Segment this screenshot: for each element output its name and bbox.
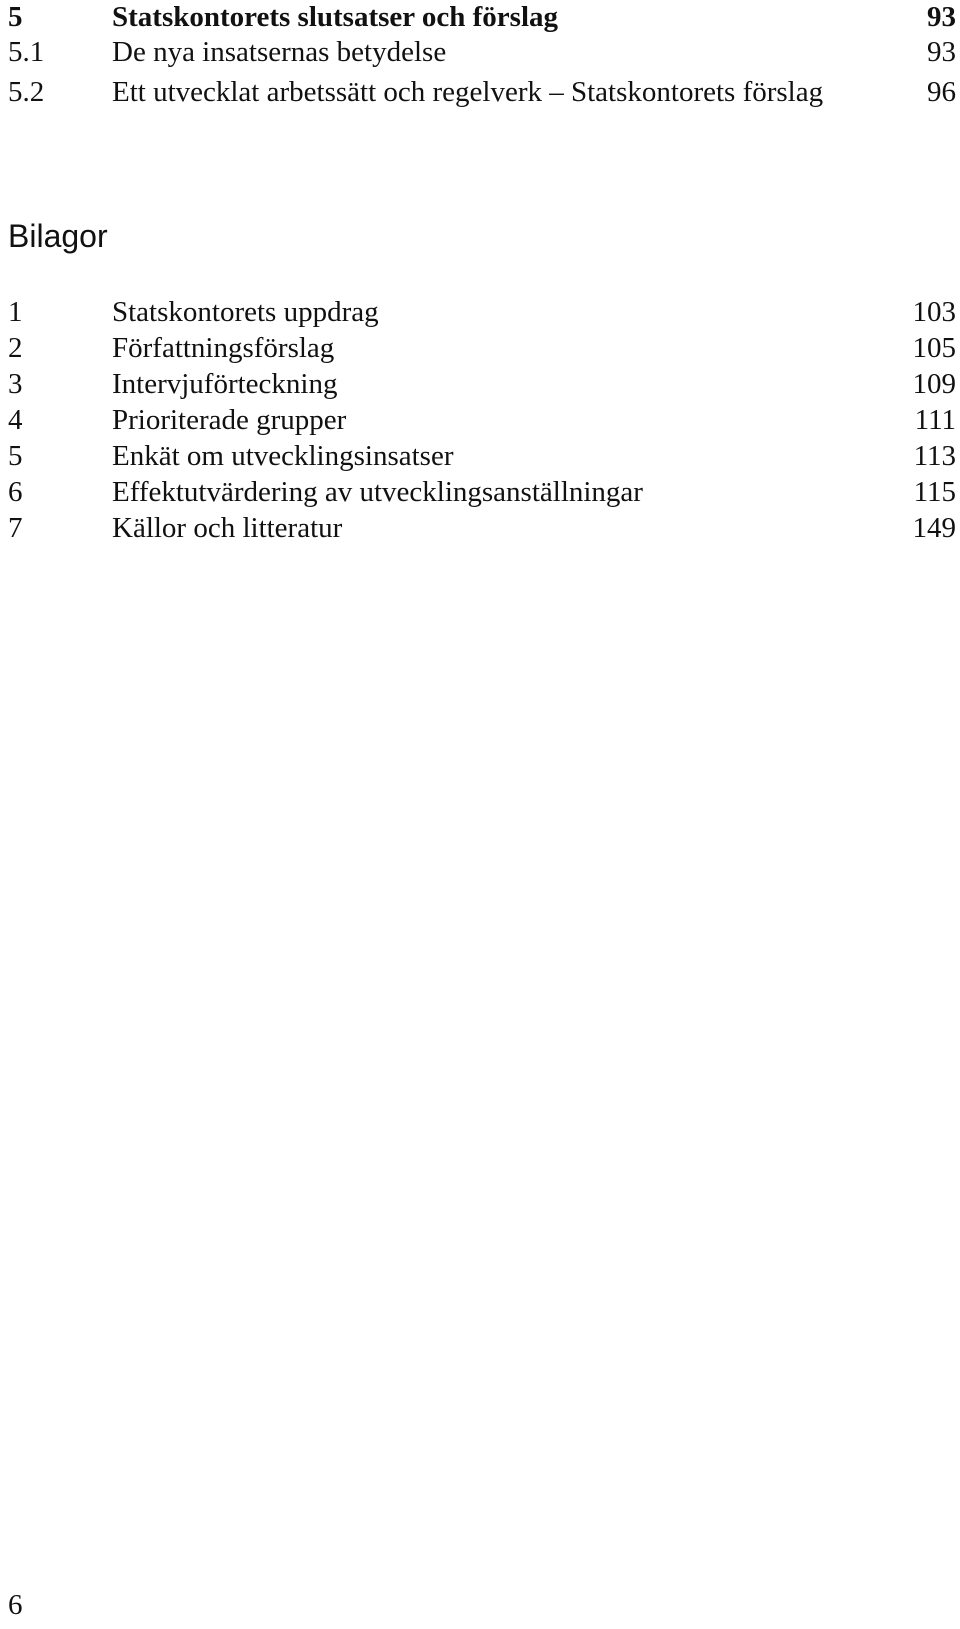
- bilaga-page: 113: [913, 440, 956, 472]
- bilagor-heading: Bilagor: [8, 218, 108, 254]
- bilaga-number: 6: [8, 476, 23, 508]
- toc-entry-number: 5.1: [8, 36, 45, 68]
- toc-entry-number: 5: [8, 1, 23, 33]
- bilaga-entry[interactable]: [8, 330, 958, 366]
- toc-entry-number: 5.2: [8, 76, 45, 108]
- bilaga-entry[interactable]: [8, 294, 958, 330]
- bilaga-title: Prioriterade grupper: [112, 404, 347, 436]
- bilagor-list: [8, 294, 958, 546]
- bilaga-entry[interactable]: [8, 366, 958, 402]
- bilaga-page: 111: [914, 404, 956, 436]
- toc-entry-title: Ett utvecklat arbetssätt och regelverk – Statskontorets förslag: [112, 76, 824, 108]
- bilaga-number: 2: [8, 332, 23, 364]
- bilaga-number: 7: [8, 512, 23, 544]
- toc-entry-page: 96: [927, 76, 956, 108]
- page-number: 6: [8, 1589, 23, 1621]
- bilaga-title: Intervjuförteckning: [112, 368, 338, 400]
- bilaga-entry[interactable]: [8, 438, 958, 474]
- table-of-contents: [8, 0, 958, 112]
- bilaga-entry[interactable]: [8, 510, 958, 546]
- bilaga-number: 4: [8, 404, 23, 436]
- toc-entry-page: 93: [927, 1, 956, 33]
- bilaga-page: 105: [912, 332, 956, 364]
- bilaga-title: Statskontorets uppdrag: [112, 296, 379, 328]
- toc-entry-section-5-1[interactable]: [8, 35, 958, 70]
- bilaga-entry[interactable]: [8, 474, 958, 510]
- toc-entry-title: Statskontorets slutsatser och förslag: [112, 1, 559, 33]
- bilaga-title: Enkät om utvecklingsinsatser: [112, 440, 454, 472]
- bilaga-title: Källor och litteratur: [112, 512, 343, 544]
- bilaga-page: 115: [913, 476, 956, 508]
- bilaga-number: 5: [8, 440, 23, 472]
- bilaga-title: Författningsförslag: [112, 332, 335, 364]
- toc-entry-title: De nya insatsernas betydelse: [112, 36, 447, 68]
- bilaga-page: 103: [912, 296, 956, 328]
- bilaga-title: Effektutvärdering av utvecklingsanställningar: [112, 476, 643, 508]
- bilaga-entry[interactable]: [8, 402, 958, 438]
- bilaga-page: 149: [912, 512, 956, 544]
- toc-entry-page: 93: [927, 36, 956, 68]
- toc-entry-chapter-5[interactable]: [8, 0, 958, 35]
- toc-entry-section-5-2[interactable]: [8, 70, 958, 112]
- bilaga-number: 1: [8, 296, 23, 328]
- bilaga-page: 109: [912, 368, 956, 400]
- bilaga-number: 3: [8, 368, 23, 400]
